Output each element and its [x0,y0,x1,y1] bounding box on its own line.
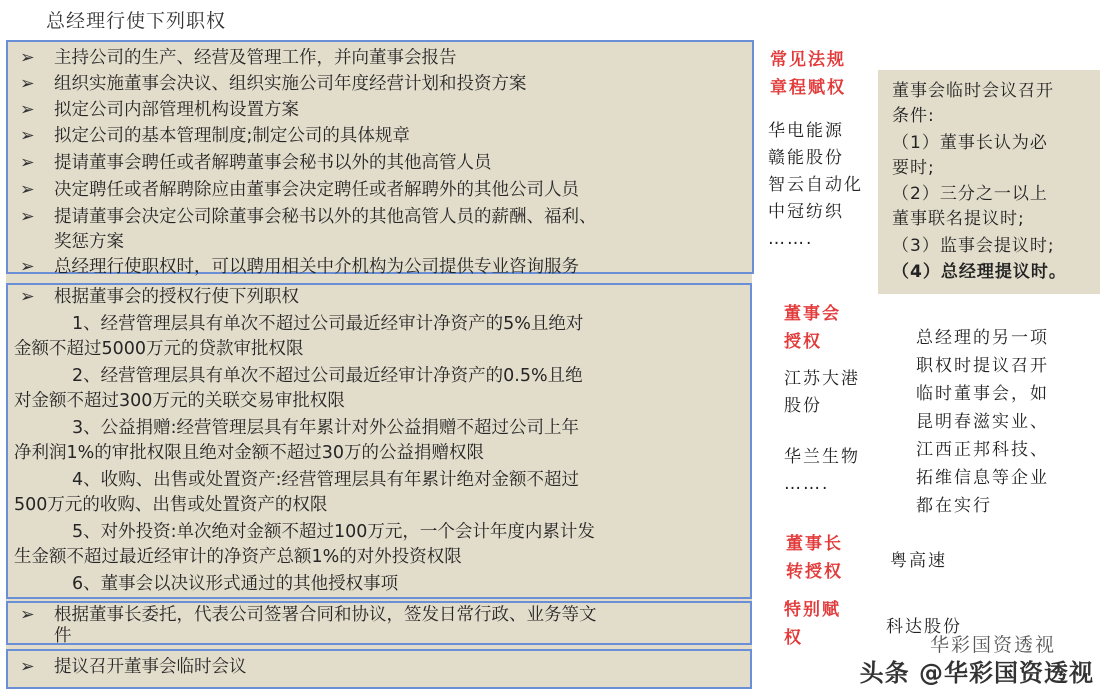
condition-line: （3）监事会提议时; [892,236,1055,256]
company-list-1: 华电能源 赣能股份 智云自动化 中冠纺织 ……. [768,121,863,249]
list-item-continuation: 件 [54,626,72,646]
authority-line: 4、收购、出售或处置资产:经营管理层具有年累计绝对金额不超过 [72,470,580,490]
arrow-bullet-icon: ➢ [20,287,35,307]
arrow-bullet-icon: ➢ [20,657,35,677]
authority-line: 6、董事会以决议形式通过的其他授权事项 [72,574,399,594]
list-item: ➢ 拟定公司内部管理机构设置方案 [20,100,299,120]
category-label-special: 特别赋 权 [784,600,841,648]
condition-line: 董事会临时会议召开 [892,81,1054,101]
watermark: 头条 @华彩国资透视 [859,659,1094,687]
arrow-bullet-icon: ➢ [20,180,35,200]
arrow-bullet-icon: ➢ [20,605,35,625]
authority-line: 5、对外投资:单次绝对金额不超过100万元，一个会计年度内累计发 [72,522,595,542]
condition-line: （4）总经理提议时。 [892,262,1067,282]
arrow-bullet-icon: ➢ [20,207,35,227]
company-list-2: 江苏大港 股份 [784,369,860,416]
authority-line: 1、经营管理层具有单次不超过公司最近经审计净资产的5%且绝对 [72,314,584,334]
list-item: ➢ 总经理行使职权时，可以聘用相关中介机构为公司提供专业咨询服务 [20,257,579,277]
arrow-bullet-icon: ➢ [20,257,35,277]
page-title: 总经理行使下列职权 [46,10,227,32]
list-item: ➢ 组织实施董事会决议、组织实施公司年度经营计划和投资方案 [20,74,527,94]
company-item-3: 粤高速 [890,551,947,571]
list-item: ➢ 提请董事会决定公司除董事会秘书以外的其他高管人员的薪酬、福利、 [20,207,597,227]
condition-line: （2）三分之一以上 [892,184,1048,204]
authority-line: 金额不超过5000万元的贷款审批权限 [14,339,304,359]
list-item: ➢ 拟定公司的基本管理制度;制定公司的具体规章 [20,126,410,146]
arrow-bullet-icon: ➢ [20,153,35,173]
authority-line: 对金额不超过300万元的关联交易审批权限 [14,391,345,411]
authority-line: 2、经营管理层具有单次不超过公司最近经审计净资产的0.5%且绝 [72,366,583,386]
list-item: ➢ 提请董事会聘任或者解聘董事会秘书以外的其他高管人员 [20,153,492,173]
authority-line: 净利润1%的审批权限且绝对金额不超过30万的公益捐赠权限 [14,443,485,463]
side-note: 总经理的另一项 职权时提议召开 临时董事会，如 昆明春滋实业、 江西正邦科技、 拓维信息等企业 都在实行 [916,328,1049,516]
category-label-regulation: 常见法规 章程赋权 [770,50,846,98]
list-item: ➢ 根据董事会的授权行使下列职权 [20,287,299,307]
conditions-box [878,70,1100,294]
condition-line: 董事联名提议时; [892,209,1025,229]
company-item-4: 科达股份 [886,617,962,637]
condition-line: （1）董事长认为必 [892,133,1048,153]
company-list-2b: 华兰生物 ……. [784,447,860,494]
condition-line: 条件: [892,106,935,126]
arrow-bullet-icon: ➢ [20,126,35,146]
arrow-bullet-icon: ➢ [20,100,35,120]
category-label-board: 董事会 授权 [784,304,841,352]
category-label-chairman: 董事长 转授权 [786,534,843,582]
authority-line: 500万元的收购、出售或处置资产的权限 [14,495,328,515]
condition-line: 要时; [892,158,935,178]
list-item-continuation: 奖惩方案 [54,232,124,252]
list-item: ➢ 决定聘任或者解聘除应由董事会决定聘任或者解聘外的其他公司人员 [20,180,579,200]
arrow-bullet-icon: ➢ [20,48,35,68]
watermark-faint: 华彩国资透视 [930,634,1057,656]
list-item: ➢ 主持公司的生产、经营及管理工作，并向董事会报告 [20,48,457,68]
arrow-bullet-icon: ➢ [20,74,35,94]
authority-line: 3、公益捐赠:经营管理层具有年累计对外公益捐赠不超过公司上年 [72,418,580,438]
list-item: ➢ 提议召开董事会临时会议 [20,657,247,677]
authority-line: 生金额不超过最近经审计的净资产总额1%的对外投资权限 [14,547,462,567]
list-item: ➢ 根据董事长委托，代表公司签署合同和协议，签发日常行政、业务等文 [20,605,597,625]
